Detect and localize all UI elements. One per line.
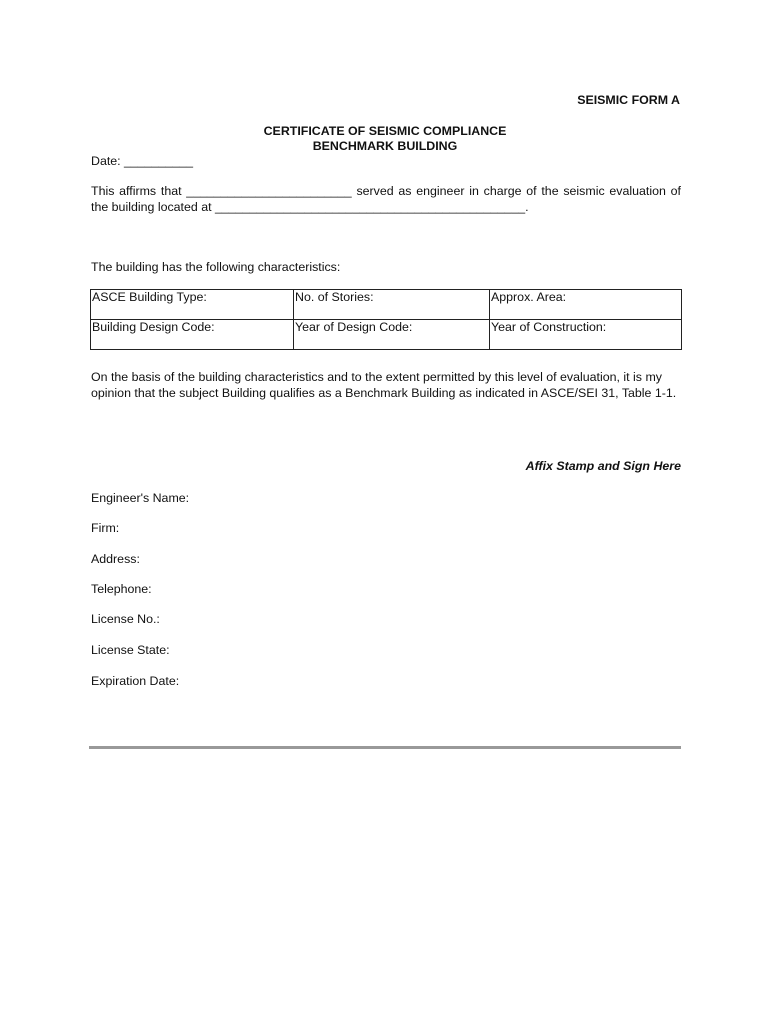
certificate-subtitle: BENCHMARK BUILDING — [312, 139, 458, 153]
opinion-paragraph: On the basis of the building characteristics and to the extent permitted by this level of evaluation, it is my opinion that the subject Building qualifies as a Benchmark Building as indicated in ASCE/SEI 31, Table 1-1. — [91, 370, 677, 400]
approx-area-cell: Approx. Area: — [490, 290, 682, 320]
table-row — [91, 290, 682, 320]
characteristics-intro: The building has the following characteristics: — [91, 260, 341, 274]
affirm-paragraph: This affirms that ________________________ served as engineer in charge of the seismic evaluation of the building located at _____________________________________________. — [91, 184, 681, 214]
telephone-label: Telephone: — [91, 582, 152, 596]
certificate-title: CERTIFICATE OF SEISMIC COMPLIANCE — [263, 124, 507, 138]
license-state-label: License State: — [91, 643, 170, 657]
expiration-date-label: Expiration Date: — [91, 674, 180, 688]
footer-divider — [89, 746, 681, 749]
table-row — [91, 320, 682, 350]
form-id: SEISMIC FORM A — [577, 93, 680, 107]
no-of-stories-cell: No. of Stories: — [294, 290, 490, 320]
year-of-design-code-cell: Year of Design Code: — [294, 320, 490, 350]
affix-stamp-label: Affix Stamp and Sign Here — [525, 459, 681, 473]
characteristics-table — [90, 289, 682, 350]
address-label: Address: — [91, 552, 140, 566]
license-no-label: License No.: — [91, 612, 160, 626]
building-design-code-cell: Building Design Code: — [91, 320, 294, 350]
engineer-name-label: Engineer's Name: — [91, 491, 190, 505]
date-line: Date: __________ — [91, 154, 193, 168]
firm-label: Firm: — [91, 521, 120, 535]
asce-building-type-cell: ASCE Building Type: — [91, 290, 294, 320]
year-of-construction-cell: Year of Construction: — [490, 320, 682, 350]
